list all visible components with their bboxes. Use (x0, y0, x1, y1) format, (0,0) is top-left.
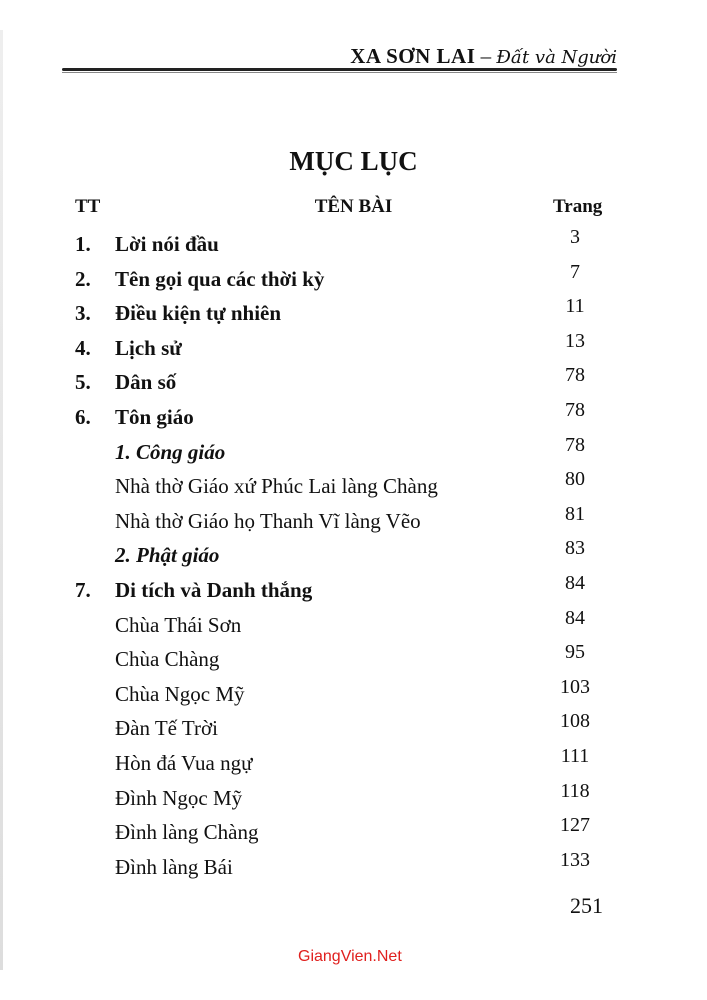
running-header (62, 44, 617, 68)
toc-entry-title: Chùa Ngọc Mỹ (115, 681, 245, 706)
toc-entry-title: Chùa Thái Sơn (115, 612, 242, 637)
toc-entry-title: Tên gọi qua các thời kỳ (115, 266, 325, 291)
column-header-name: TÊN BÀI (314, 196, 393, 217)
toc-entry-title: Nhà thờ Giáo họ Thanh Vĩ làng Vẽo (115, 508, 421, 533)
header-title-caps: XA SƠN LAI (350, 44, 476, 68)
toc-entry-title: Điều kiện tự nhiên (115, 301, 282, 326)
toc-entry-title: 1. Công giáo (115, 439, 226, 464)
toc-entry-title: Nhà thờ Giáo xứ Phúc Lai làng Chàng (115, 474, 438, 499)
toc-entry-page: 95 (565, 641, 585, 664)
toc-entry-page: 13 (565, 329, 585, 352)
toc-entry-title: Dân số (115, 370, 177, 395)
toc-entry-page: 111 (560, 745, 590, 767)
toc-entry-title: Đình làng Bái (115, 854, 233, 879)
toc-entry-page: 103 (560, 675, 590, 698)
toc-entry-title: Đình Ngọc Mỹ (115, 785, 243, 810)
toc-entry-title: 2. Phật giáo (115, 543, 220, 568)
toc-entry-number: 2. (75, 266, 91, 291)
toc-entry-page: 83 (565, 537, 585, 560)
toc-entry-title: Chùa Chàng (115, 647, 220, 672)
toc-entry-title: Đàn Tế Trời (115, 716, 218, 741)
toc-entry-page: 78 (565, 364, 585, 387)
toc-entry-page: 78 (565, 399, 585, 421)
toc-entry-number: 3. (75, 301, 91, 326)
toc-entry-page: 84 (565, 606, 585, 629)
toc-entry-page: 133 (560, 848, 590, 871)
toc-entry-title: Hòn đá Vua ngự (115, 751, 253, 775)
toc-entry-page: 84 (565, 572, 585, 594)
header-title-script: Đất và Người (496, 47, 617, 68)
watermark: GiangVien.Net (298, 948, 402, 965)
toc-entry-page: 80 (565, 468, 585, 491)
toc-entry-number: 1. (75, 232, 91, 256)
page-number: 251 (570, 893, 603, 918)
header-separator: – (475, 44, 497, 68)
toc-entry-title: Lời nói đầu (115, 232, 219, 256)
toc-entry-number: 5. (75, 370, 91, 395)
toc-entry-title: Lịch sử (115, 335, 182, 360)
toc-entry-title: Tôn giáo (115, 405, 194, 429)
header-rule-thin (62, 72, 617, 73)
toc-entry-page: 11 (565, 295, 585, 318)
toc-entry-title: Đình làng Chàng (115, 820, 259, 845)
toc-entry-page: 7 (570, 260, 580, 283)
toc-entry-page: 3 (570, 226, 580, 248)
running-header-text (350, 44, 617, 69)
column-header-page: Trang (553, 196, 603, 217)
toc-entry-page: 118 (560, 779, 590, 802)
toc-entry-page: 108 (560, 710, 590, 733)
toc-entry-page: 127 (560, 814, 590, 837)
header-rule (62, 68, 617, 71)
toc-entry-number: 6. (75, 405, 91, 429)
toc-entry (0, 848, 707, 889)
toc-entry-page: 81 (565, 502, 585, 525)
toc-entry-title: Di tích và Danh thắng (115, 578, 313, 602)
toc-entry-number: 4. (75, 335, 91, 360)
toc-entry-number: 7. (75, 578, 91, 602)
column-header-tt: TT (75, 196, 101, 217)
page-title: MỤC LỤC (289, 146, 418, 176)
toc-entry-page: 78 (565, 433, 585, 456)
